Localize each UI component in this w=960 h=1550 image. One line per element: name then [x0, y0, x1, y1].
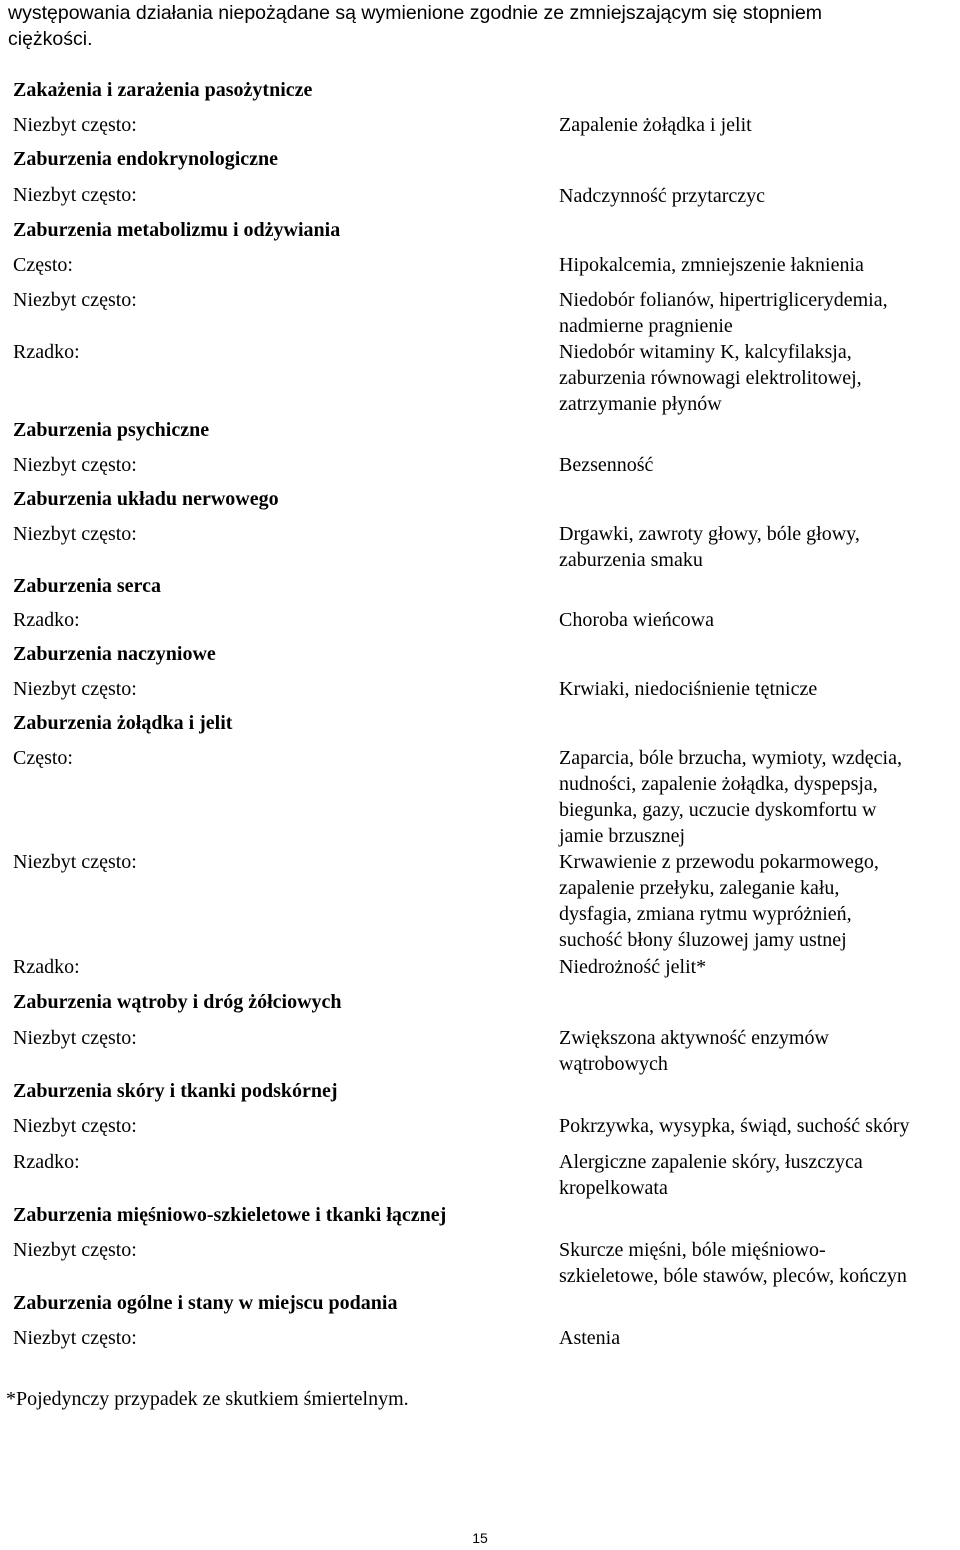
effect-line: Krwawienie z przewodu pokarmowego,	[559, 851, 879, 873]
effect-line: Skurcze mięśni, bóle mięśniowo-	[559, 1239, 826, 1261]
effect-line: szkieletowe, bóle stawów, pleców, kończyn	[559, 1265, 907, 1287]
frequency-label-rare: Rzadko:	[13, 341, 80, 363]
section-heading-skin: Zaburzenia skóry i tkanki podskórnej	[13, 1080, 338, 1102]
adverse-effect-text: Bezsenność	[559, 454, 654, 476]
effect-line: Niedobór witaminy K, kalcyfilaksja,	[559, 341, 852, 363]
page-number: 15	[472, 1530, 488, 1546]
frequency-label-uncommon: Niezbyt często:	[13, 678, 137, 700]
section-heading-gastro: Zaburzenia żołądka i jelit	[13, 712, 233, 734]
adverse-effect-text: Nadczynność przytarczyc	[559, 185, 765, 207]
intro-line-1: występowania działania niepożądane są wymienione zgodnie ze zmniejszającym się stopniem	[8, 2, 823, 24]
frequency-label-uncommon: Niezbyt często:	[13, 523, 137, 545]
effect-line: Alergiczne zapalenie skóry, łuszczyca	[559, 1151, 863, 1173]
frequency-label-uncommon: Niezbyt często:	[13, 851, 137, 873]
frequency-label-rare: Rzadko:	[13, 1151, 80, 1173]
section-heading-endocrine: Zaburzenia endokrynologiczne	[13, 148, 279, 170]
effect-line: Zaparcia, bóle brzucha, wymioty, wzdęcia,	[559, 747, 902, 769]
section-heading-metabolism: Zaburzenia metabolizmu i odżywiania	[13, 219, 341, 241]
adverse-effect-text	[559, 849, 879, 953]
effect-line: suchość błony śluzowej jamy ustnej	[559, 929, 847, 951]
adverse-effect-text: Zapalenie żołądka i jelit	[559, 114, 752, 136]
section-heading-hepatobiliary: Zaburzenia wątroby i dróg żółciowych	[13, 991, 342, 1013]
effect-line: Drgawki, zawroty głowy, bóle głowy,	[559, 523, 860, 545]
section-heading-cardiac: Zaburzenia serca	[13, 575, 161, 597]
intro-paragraph	[8, 0, 948, 52]
adverse-effect-text: Pokrzywka, wysypka, świąd, suchość skóry	[559, 1115, 910, 1137]
adverse-effect-text	[559, 521, 860, 573]
adverse-effect-text	[559, 339, 862, 417]
section-heading-musculoskeletal: Zaburzenia mięśniowo-szkieletowe i tkanki łącznej	[13, 1204, 447, 1226]
adverse-effect-text	[559, 287, 888, 339]
adverse-effect-text	[559, 745, 902, 849]
adverse-effect-text	[559, 1025, 829, 1077]
adverse-effect-text: Astenia	[559, 1327, 621, 1349]
frequency-label-common: Często:	[13, 254, 73, 276]
adverse-effect-text	[559, 1237, 907, 1289]
frequency-label-uncommon: Niezbyt często:	[13, 289, 137, 311]
adverse-effect-text: Krwiaki, niedociśnienie tętnicze	[559, 678, 818, 700]
adverse-effect-text	[559, 1149, 863, 1201]
effect-line: jamie brzusznej	[559, 825, 686, 847]
effect-line: nadmierne pragnienie	[559, 315, 733, 337]
adverse-effect-text: Choroba wieńcowa	[559, 609, 714, 631]
effect-line: zaburzenia równowagi elektrolitowej,	[559, 367, 862, 389]
adverse-effect-text: Hipokalcemia, zmniejszenie łaknienia	[559, 254, 864, 276]
frequency-label-rare: Rzadko:	[13, 609, 80, 631]
effect-line: zaburzenia smaku	[559, 549, 703, 571]
frequency-label-rare: Rzadko:	[13, 956, 80, 978]
frequency-label-uncommon: Niezbyt często:	[13, 454, 137, 476]
effect-line: kropelkowata	[559, 1177, 668, 1199]
frequency-label-uncommon: Niezbyt często:	[13, 1027, 137, 1049]
section-heading-general: Zaburzenia ogólne i stany w miejscu podania	[13, 1292, 398, 1314]
section-heading-infections: Zakażenia i zarażenia pasożytnicze	[13, 79, 313, 101]
frequency-label-uncommon: Niezbyt często:	[13, 1327, 137, 1349]
frequency-label-uncommon: Niezbyt często:	[13, 1115, 137, 1137]
adverse-effect-text: Niedrożność jelit*	[559, 956, 707, 978]
effect-line: biegunka, gazy, uczucie dyskomfortu w	[559, 799, 877, 821]
effect-line: Niedobór folianów, hipertriglicerydemia,	[559, 289, 888, 311]
section-heading-nervous: Zaburzenia układu nerwowego	[13, 488, 279, 510]
effect-line: Zwiększona aktywność enzymów	[559, 1027, 829, 1049]
section-heading-psychiatric: Zaburzenia psychiczne	[13, 419, 210, 441]
intro-line-2: ciężkości.	[8, 28, 93, 50]
frequency-label-uncommon: Niezbyt często:	[13, 184, 137, 206]
effect-line: nudności, zapalenie żołądka, dyspepsja,	[559, 773, 878, 795]
frequency-label-uncommon: Niezbyt często:	[13, 114, 137, 136]
effect-line: dysfagia, zmiana rytmu wypróżnień,	[559, 903, 852, 925]
section-heading-vascular: Zaburzenia naczyniowe	[13, 643, 216, 665]
footnote: *Pojedynczy przypadek ze skutkiem śmiertelnym.	[6, 1388, 409, 1410]
effect-line: zapalenie przełyku, zaleganie kału,	[559, 877, 840, 899]
frequency-label-common: Często:	[13, 747, 73, 769]
effect-line: wątrobowych	[559, 1053, 668, 1075]
frequency-label-uncommon: Niezbyt często:	[13, 1239, 137, 1261]
effect-line: zatrzymanie płynów	[559, 393, 722, 415]
